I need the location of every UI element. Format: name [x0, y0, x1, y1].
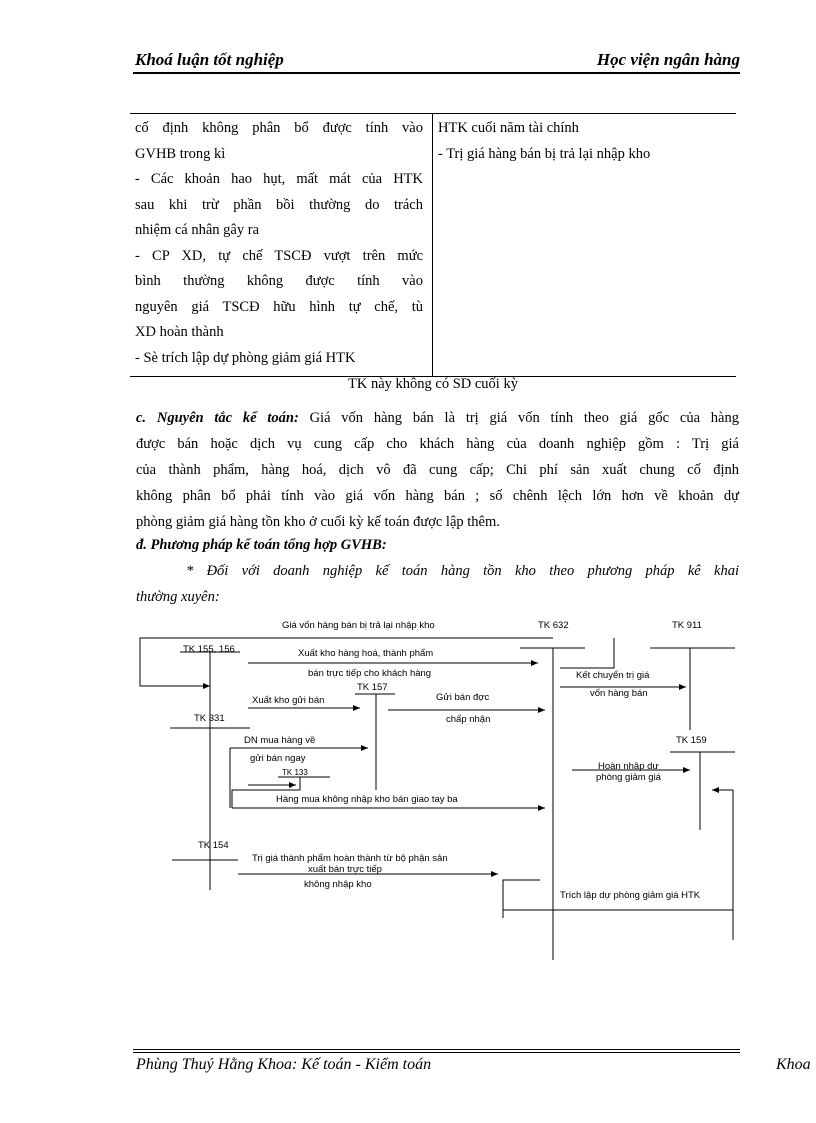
header-left: Khoá luận tốt nghiệp	[135, 50, 284, 69]
label-reversal-2: phòng giảm giá	[596, 772, 661, 783]
account-tk157: TK 157	[357, 682, 388, 693]
section-c-heading: c. Nguyên tắc kế toán:	[136, 410, 299, 426]
table-note: TK này không có SD cuối kỳ	[348, 376, 518, 392]
section-c-line: của thành phẩm, hàng hoá, dịch vô đã cung cấp; Chi phí sản xuất chung cố định	[136, 462, 739, 478]
account-tk331: TK 331	[194, 713, 225, 724]
table-left-line: XD hoàn thành	[135, 324, 224, 340]
account-tk133: TK 133	[282, 768, 308, 777]
header-right: Học viện ngân hàng	[596, 50, 740, 69]
account-tk154: TK 154	[198, 840, 229, 851]
table-right-line: HTK cuối năm tài chính	[438, 120, 579, 136]
section-c-line: phòng giảm giá hàng tồn kho ở cuối kỳ kế toán được lập thêm.	[136, 514, 500, 530]
label-closing-1: Kết chuyển trị giá	[576, 670, 650, 681]
table-left-line: - Sè trích lập dự phòng giảm giá HTK	[135, 349, 356, 366]
label-finished-1: Trị giá thành phẩm hoàn thành từ bộ phận sản	[252, 853, 448, 864]
label-buy-send-2: gửi bán ngay	[250, 753, 306, 764]
account-tk911: TK 911	[672, 620, 702, 631]
label-provision: Trích lập dự phòng giảm giá HTK	[560, 890, 701, 901]
label-reversal-1: Hoàn nhập dự	[598, 761, 659, 772]
table-left-line: - Các khoản hao hụt, mất mát của HTK	[135, 171, 423, 187]
label-finished-2: xuất bán trực tiếp	[308, 864, 382, 875]
table-left-line: - CP XD, tự chế TSCĐ vượt trên mức	[135, 247, 423, 264]
section-c-line: được bán hoặc dịch vụ cung cấp cho khách hàng của doanh nghiệp gồm : Trị giá	[136, 436, 739, 452]
label-direct-delivery: Hàng mua không nhập kho bán giao tay ba	[276, 794, 458, 805]
section-d-intro-2: thường xuyên:	[136, 589, 220, 605]
footer-rule-2	[133, 1052, 740, 1053]
account-tk159: TK 159	[676, 735, 707, 746]
table-left-line: GVHB trong kì	[135, 145, 226, 162]
label-consign-accepted-2: chấp nhận	[446, 714, 491, 725]
label-finished-3: không nhập kho	[304, 879, 372, 890]
table-right-line: - Trị giá hàng bán bị trả lại nhập kho	[438, 145, 651, 162]
label-returned: Giá vốn hàng bán bị trả lại nhập kho	[282, 620, 435, 631]
section-c-line: Giá vốn hàng bán là trị giá vốn tính theo giá gốc của hàng	[309, 410, 739, 426]
provision-return	[712, 790, 733, 940]
table-left-line: nhiệm cá nhân gây ra	[135, 222, 260, 238]
label-export-sell-1: Xuất kho hàng hoá, thành phẩm	[298, 648, 434, 659]
footer-right-fragment: Khoa	[776, 1056, 811, 1073]
section-d-heading: đ. Phương pháp kế toán tổng hợp GVHB:	[136, 537, 387, 553]
label-export-sell-2: bán trực tiếp cho khách hàng	[308, 668, 432, 679]
footer-rule-1	[133, 1049, 740, 1050]
section-c-line: không phân bổ phải tính vào giá vốn hàng bán ; số chênh lệch lớn hơn về khoản dự	[136, 488, 739, 504]
table-left-line: bình thường không được tính vào	[135, 273, 423, 289]
table-left-line: cố định không phân bổ được tính vào	[135, 120, 423, 136]
account-tk632: TK 632	[538, 620, 569, 631]
table-left-line: nguyên giá TSCĐ hữu hình tự chế, tù	[135, 298, 423, 315]
label-consign-accepted-1: Gửi bán đợc	[436, 692, 490, 703]
footer-author: Phùng Thuý Hằng Khoa: Kế toán - Kiểm toán	[136, 1056, 432, 1073]
label-export-consign: Xuất kho gửi bán	[252, 695, 325, 706]
label-buy-send-1: DN mua hàng về	[244, 735, 316, 746]
table-left-line: sau khi trừ phần bồi thường do trách	[135, 196, 423, 213]
account-tk155: TK 155, 156	[183, 644, 235, 655]
label-closing-2: vốn hàng bán	[590, 688, 648, 699]
section-d-intro: * Đối với doanh nghiệp kế toán hàng tồn kho theo phương pháp kê khai	[186, 563, 739, 579]
